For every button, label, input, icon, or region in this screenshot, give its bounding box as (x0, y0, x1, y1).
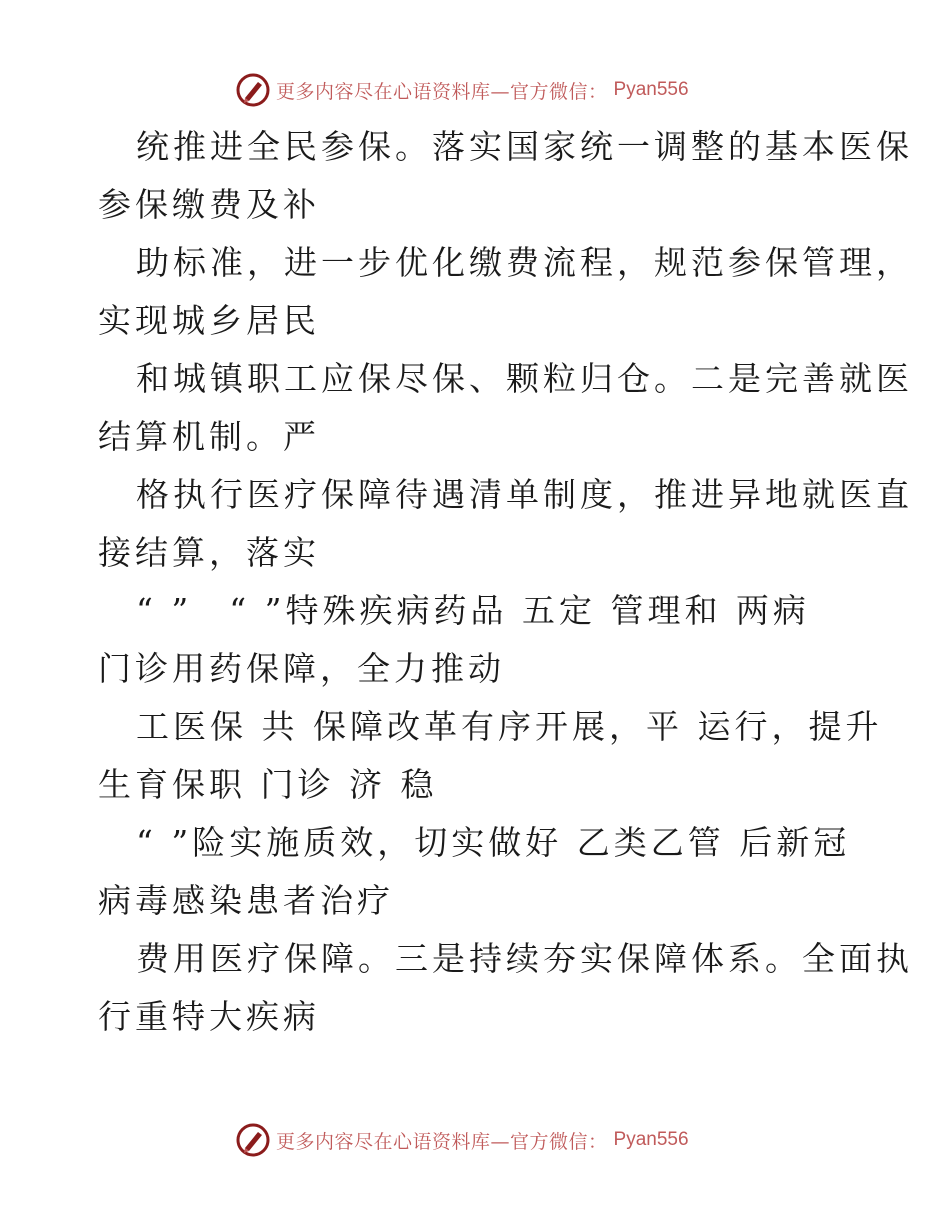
paragraph-line: 助标准，进一步优化缴费流程，规范参保管理， (136, 243, 913, 282)
paragraph-line: 格执行医疗保障待遇清单制度，推进异地就医直 (136, 475, 913, 514)
paragraph-line: 和城镇职工应保尽保、颗粒归仓。二是完善就医 (136, 359, 913, 398)
pen-logo-icon (236, 73, 270, 107)
paragraph (98, 930, 913, 1046)
banner-text: 更多内容尽在心语资料库—官方微信： (276, 1130, 608, 1153)
paragraph-line: 费用医疗保障。三是持续夯实保障体系。全面执 (136, 939, 913, 978)
banner-wechat-id: Pyan556 (613, 1129, 689, 1150)
document-body (98, 118, 913, 1046)
paragraph-line: 实现城乡居民 (98, 301, 320, 340)
paragraph (98, 814, 858, 930)
footer-banner (236, 1122, 689, 1158)
paragraph (98, 350, 913, 466)
paragraph (98, 466, 913, 582)
paragraph (98, 582, 858, 698)
paragraph (98, 698, 883, 814)
paragraph-line: “ ” “ ”特殊疾病药品 五定 管理和 两病 (136, 591, 810, 630)
pen-logo-icon (236, 1123, 270, 1157)
banner-wechat-id: Pyan556 (613, 79, 689, 100)
paragraph-line: 病毒感染患者治疗 (98, 881, 394, 920)
paragraph-line: 行重特大疾病 (98, 997, 320, 1036)
paragraph-line: 统推进全民参保。落实国家统一调整的基本医保 (136, 127, 913, 166)
paragraph-line: 门诊用药保障，全力推动 (98, 649, 505, 688)
header-banner (236, 72, 689, 108)
paragraph-line: 结算机制。严 (98, 417, 320, 456)
paragraph (98, 118, 913, 234)
paragraph-line: “ ”险实施质效，切实做好 乙类乙管 后新冠 (136, 823, 851, 862)
paragraph-line: 生育保职 门诊 济 稳 (98, 765, 438, 804)
banner-text: 更多内容尽在心语资料库—官方微信： (276, 80, 608, 103)
paragraph-line: 工医保 共 保障改革有序开展，平 运行，提升 (136, 707, 883, 746)
paragraph-line: 参保缴费及补 (98, 185, 320, 224)
paragraph (98, 234, 913, 350)
paragraph-line: 接结算，落实 (98, 533, 320, 572)
